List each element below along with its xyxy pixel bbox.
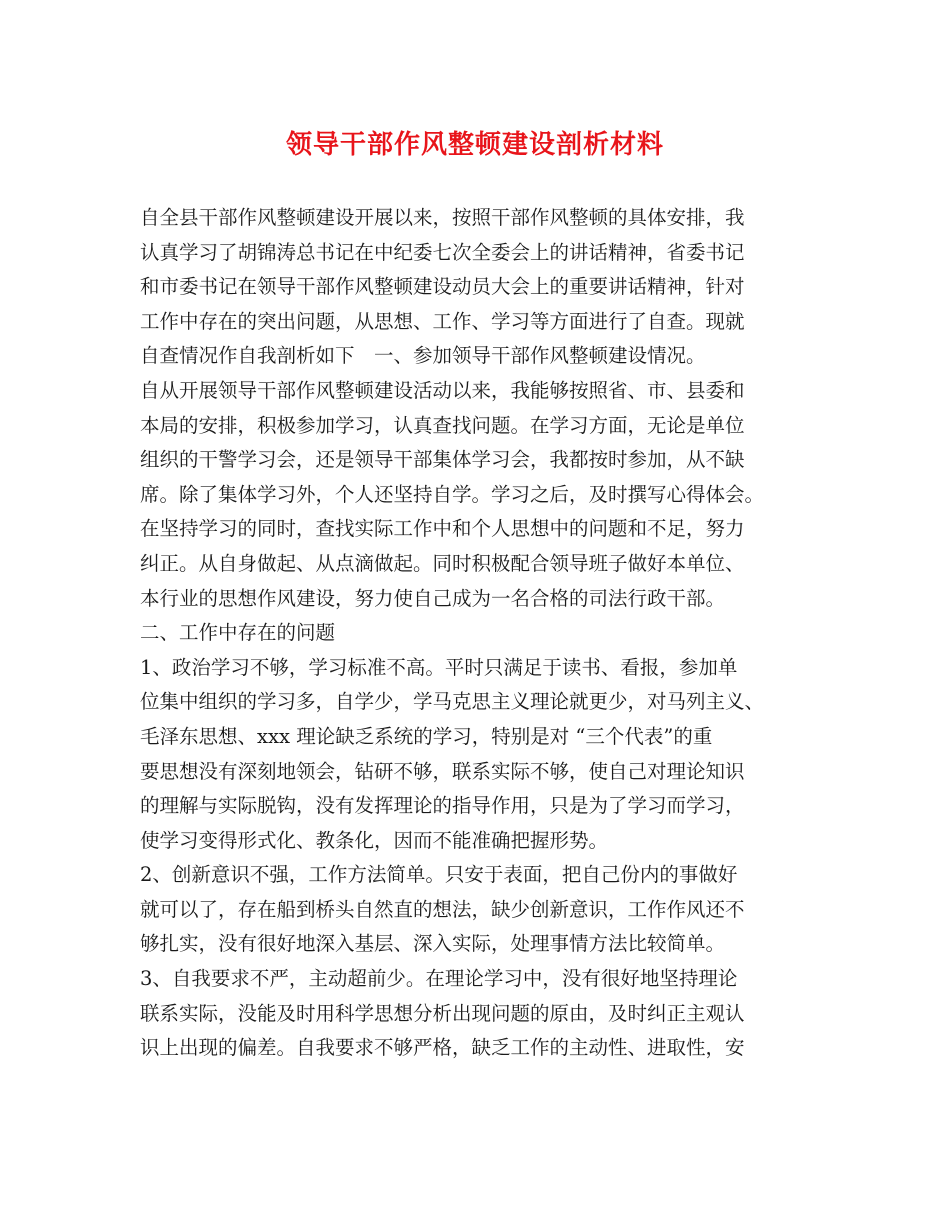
body-line: 2、创新意识不强，工作方法简单。只安于表面，把自己份内的事做好 xyxy=(140,863,738,887)
body-line: 和市委书记在领导干部作风整顿建设动员大会上的重要讲话精神，针对 xyxy=(140,275,745,299)
body-line: 够扎实，没有很好地深入基层、深入实际，处理事情方法比较简单。 xyxy=(140,932,726,956)
body-line: 自查情况作自我剖析如下 一、参加领导干部作风整顿建设情况。 xyxy=(140,344,706,368)
body-line: 组织的干警学习会，还是领导干部集体学习会，我都按时参加，从不缺 xyxy=(140,448,745,472)
body-line: 纠正。从自身做起、从点滴做起。同时积极配合领导班子做好本单位、 xyxy=(140,551,745,575)
body-line: 自全县干部作风整顿建设开展以来，按照干部作风整顿的具体安排，我 xyxy=(140,206,745,229)
body-line: 认真学习了胡锦涛总书记在中纪委七次全委会上的讲话精神，省委书记 xyxy=(140,240,745,264)
section-heading: 二、工作中存在的问题 xyxy=(140,621,336,645)
document-title: 领导干部作风整顿建设剖析材料 xyxy=(285,130,664,160)
body-line: 1、政治学习不够，学习标准不高。平时只满足于读书、看报，参加单 xyxy=(140,655,738,679)
body-line: 工作中存在的突出问题，从思想、工作、学习等方面进行了自查。现就 xyxy=(140,309,745,333)
body-line: 本局的安排，积极参加学习，认真查找问题。在学习方面，无论是单位 xyxy=(140,413,745,437)
body-line: 就可以了，存在船到桥头自然直的想法，缺少创新意识，工作作风还不 xyxy=(140,897,745,921)
body-line: 席。除了集体学习外，个人还坚持自学。学习之后，及时撰写心得体会。 xyxy=(140,482,765,506)
document-body xyxy=(140,201,820,1066)
body-line: 在坚持学习的同时，查找实际工作中和个人思想中的问题和不足，努力 xyxy=(140,517,745,541)
body-line: 要思想没有深刻地领会，钻研不够，联系实际不够，使自己对理论知识 xyxy=(140,759,745,783)
body-line: 本行业的思想作风建设，努力使自己成为一名合格的司法行政干部。 xyxy=(140,586,726,610)
body-line: 3、自我要求不严，主动超前少。在理论学习中，没有很好地坚持理论 xyxy=(140,967,738,991)
body-line: 毛泽东思想、xxx 理论缺乏系统的学习，特别是对 “三个代表”的重 xyxy=(140,724,713,748)
body-line: 的理解与实际脱钩，没有发挥理论的指导作用，只是为了学习而学习， xyxy=(140,794,745,818)
body-line: 自从开展领导干部作风整顿建设活动以来，我能够按照省、市、县委和 xyxy=(140,378,745,402)
body-line: 联系实际，没能及时用科学思想分析出现问题的原由，及时纠正主观认 xyxy=(140,1001,745,1025)
body-line: 位集中组织的学习多，自学少，学马克思主义理论就更少，对马列主义、 xyxy=(140,690,765,714)
body-line: 识上出现的偏差。自我要求不够严格，缺乏工作的主动性、进取性，安 xyxy=(140,1036,745,1060)
body-line: 使学习变得形式化、教条化，因而不能准确把握形势。 xyxy=(140,828,609,852)
